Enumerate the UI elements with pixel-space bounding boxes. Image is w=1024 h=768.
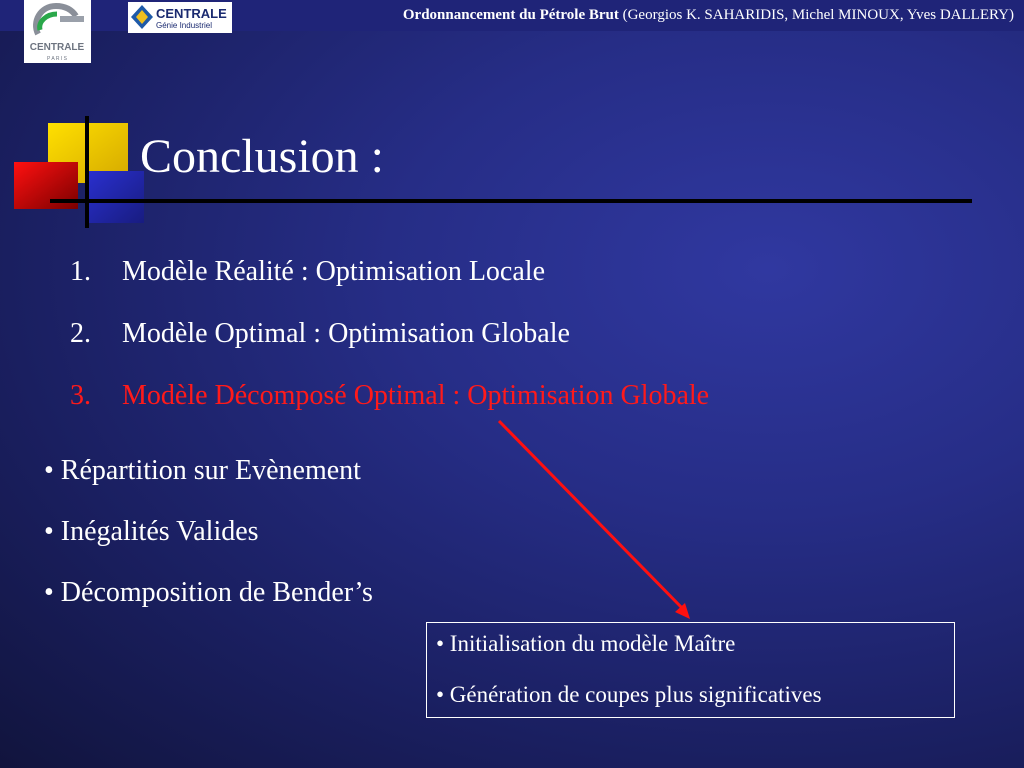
bullet-item: • Répartition sur Evènement — [44, 455, 361, 486]
detail-item: • Initialisation du modèle Maître — [436, 631, 736, 656]
detail-list — [436, 631, 822, 733]
presentation-authors: (Georgios K. SAHARIDIS, Michel MINOUX, Yves DALLERY) — [618, 7, 1014, 23]
detail-item: • Génération de coupes plus significatives — [436, 682, 822, 707]
numbered-item-highlighted — [70, 380, 709, 442]
numbered-list — [70, 256, 709, 442]
decorative-squares — [0, 0, 160, 240]
item-text: Modèle Réalité : Optimisation Locale — [122, 256, 545, 287]
bullet-list — [44, 455, 373, 638]
genie-logo-text: CENTRALE — [156, 6, 227, 21]
numbered-item — [70, 256, 709, 318]
bullet-item: • Décomposition de Bender’s — [44, 577, 373, 608]
genie-logo-subtext: Génie Industriel — [156, 21, 213, 30]
detail-box — [426, 622, 955, 718]
item-text: Modèle Décomposé Optimal : Optimisation Globale — [122, 380, 710, 411]
centrale-logo-subtext: P A R I S — [47, 56, 67, 62]
item-number: 1. — [70, 256, 91, 287]
item-text: Modèle Optimal : Optimisation Globale — [122, 318, 570, 349]
presentation-title — [403, 7, 1014, 24]
item-number: 3. — [70, 380, 91, 411]
numbered-item — [70, 318, 709, 380]
bullet-item: • Inégalités Valides — [44, 516, 259, 547]
title-underline — [50, 199, 972, 203]
presentation-title-bold: Ordonnancement du Pétrole Brut — [402, 7, 619, 23]
slide-title: Conclusion : — [140, 130, 385, 183]
centrale-logo-text: CENTRALE — [29, 42, 85, 53]
item-number: 2. — [70, 318, 91, 349]
